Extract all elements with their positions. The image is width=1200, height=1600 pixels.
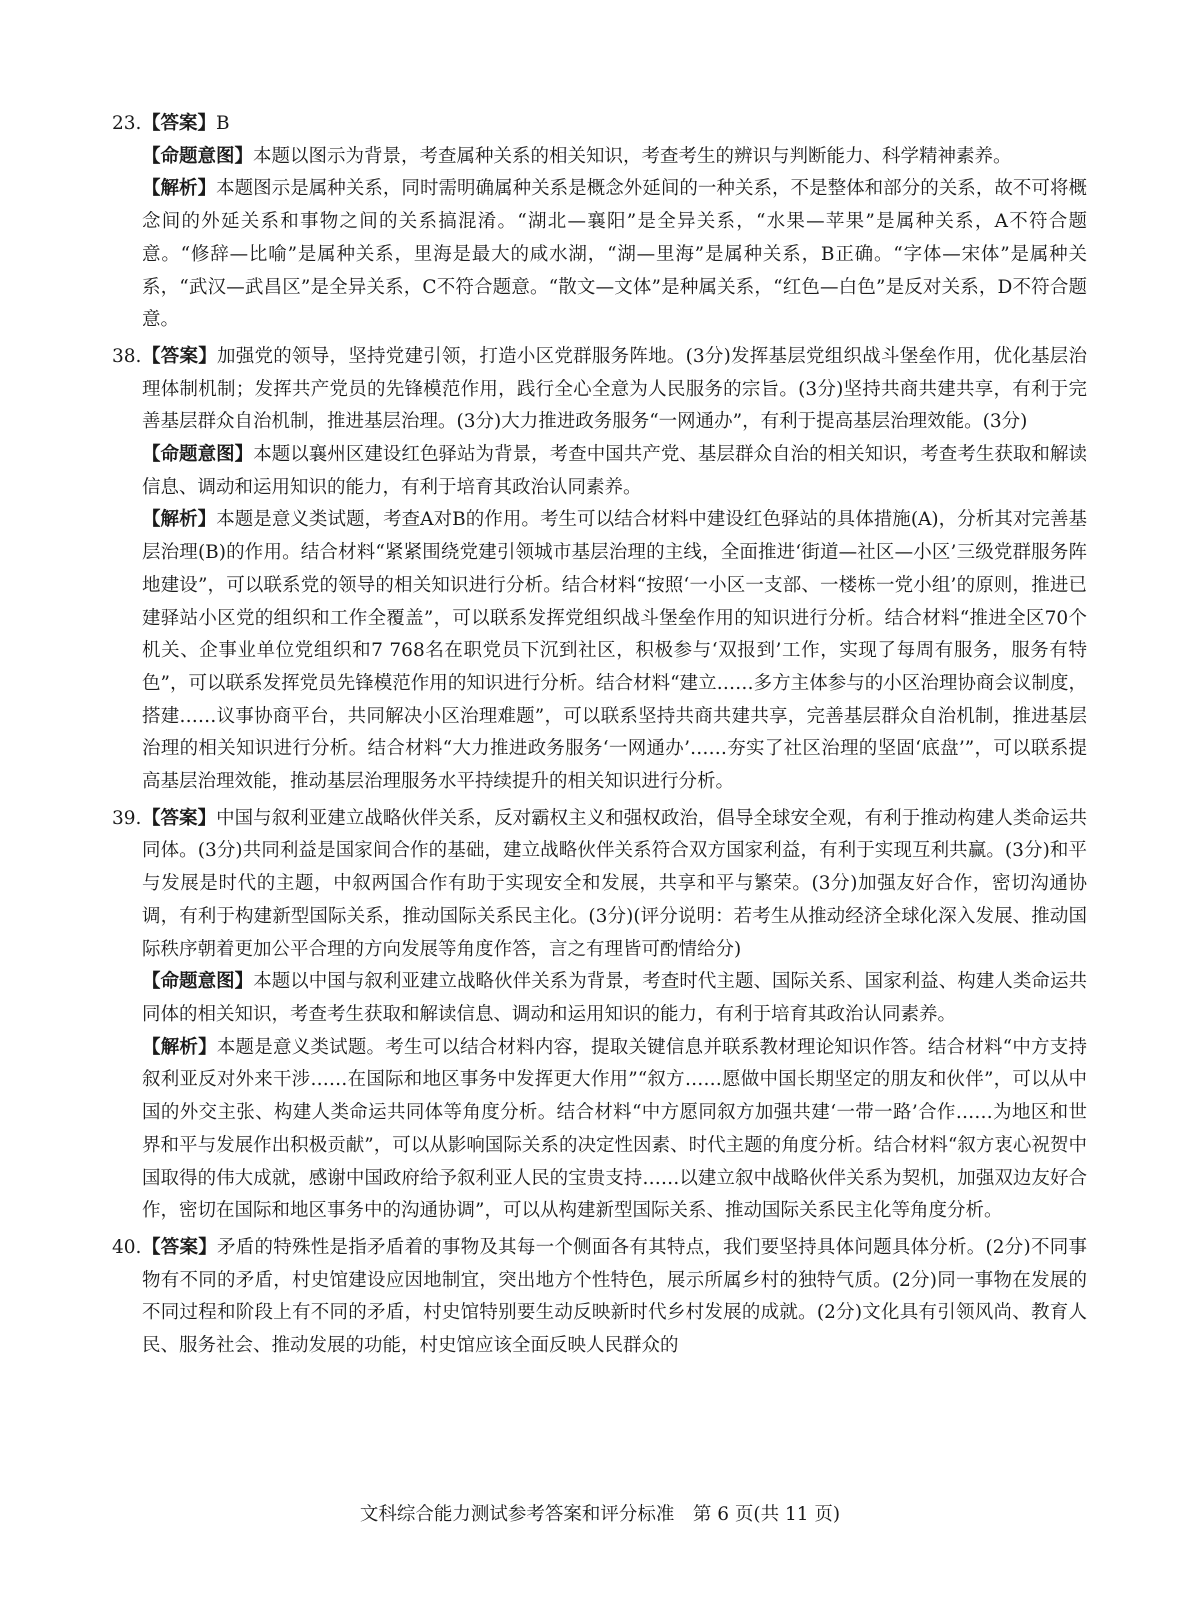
- question-40: [112, 1232, 1087, 1363]
- intent-paragraph: [142, 141, 1087, 174]
- question-23: [112, 108, 1087, 337]
- analysis-text: 本题是意义类试题，考查A对B的作用。考生可以结合材料中建设红色驿站的具体措施(A)，分析其对完善基层治理(B)的作用。结合材料“紧紧围绕党建引领城市基层治理的主线，全面推进‘街道—社区—小区’三级党群服务阵地建设”，可以联系党的领导的相关知识进行分析。结合材料“按照‘一小区一支部、一楼栋一党小组’的原则，推进已建驿站小区党的组织和工作全覆盖”，可以联系发挥党组织战斗堡垒作用的知识进行分析。结合材料“推进全区70个机关、企事业单位党组织和7 768名在职党员下沉到社区，积极参与‘双报到’工作，实现了每周有服务，服务有特色”，可以联系发挥党员先锋模范作用的知识进行分析。结合材料“建立……多方主体参与的小区治理协商会议制度，搭建……议事协商平台，共同解决小区治理难题”，可以联系坚持共商共建共享，完善基层群众自治机制，推进基层治理的相关知识进行分析。结合材料“大力推进政务服务‘一网通办’……夯实了社区治理的坚固‘底盘’”，可以联系提高基层治理效能，推动基层治理服务水平持续提升的相关知识进行分析。: [142, 509, 1087, 793]
- intent-text: 本题以襄州区建设红色驿站为背景，考查中国共产党、基层群众自治的相关知识，考查考生获取和解读信息、调动和运用知识的能力，有利于培育其政治认同素养。: [142, 444, 1087, 498]
- answer-text: 矛盾的特殊性是指矛盾着的事物及其每一个侧面各有其特点，我们要坚持具体问题具体分析。(2分)不同事物有不同的矛盾，村史馆建设应因地制宜，突出地方个性特色，展示所属乡村的独特气质。(2分)同一事物在发展的不同过程和阶段上有不同的矛盾，村史馆特别要生动反映新时代乡村发展的成就。(2分)文化具有引领风尚、教育人民、服务社会、推动发展的功能，村史馆应该全面反映人民群众的: [142, 1236, 1087, 1357]
- question-38: [112, 341, 1087, 799]
- question-number: 40.: [112, 1236, 142, 1258]
- analysis-tag: 【解析】: [142, 178, 217, 200]
- analysis-text: 本题图示是属种关系，同时需明确属种关系是概念外延间的一种关系，不是整体和部分的关系，故不可将概念间的外延关系和事物之间的关系搞混淆。“湖北—襄阳”是全异关系，“水果—苹果”是属种关系，A不符合题意。“修辞—比喻”是属种关系，里海是最大的咸水湖，“湖—里海”是属种关系，B正确。“字体—宋体”是属种关系，“武汉—武昌区”是全异关系，C不符合题意。“散文—文体”是种属关系，“红色—白色”是反对关系，D不符合题意。: [142, 178, 1087, 331]
- answer-text: B: [216, 113, 230, 134]
- answer-tag: 【答案】: [142, 807, 217, 829]
- analysis-paragraph: [142, 504, 1087, 798]
- analysis-paragraph: [142, 173, 1087, 337]
- analysis-tag: 【解析】: [142, 1036, 217, 1058]
- intent-tag: 【命题意图】: [142, 145, 254, 167]
- answer-tag: 【答案】: [142, 113, 217, 134]
- intent-tag: 【命题意图】: [142, 971, 254, 993]
- intent-text: 本题以图示为背景，考查属种关系的相关知识，考查考生的辨识与判断能力、科学精神素养。: [253, 145, 1012, 167]
- question-number: 23.: [112, 113, 142, 134]
- intent-text: 本题以中国与叙利亚建立战略伙伴关系为背景，考查时代主题、国际关系、国家利益、构建人类命运共同体的相关知识，考查考生获取和解读信息、调动和运用知识的能力，有利于培育其政治认同素养。: [142, 971, 1087, 1025]
- answer-text: 中国与叙利亚建立战略伙伴关系，反对霸权主义和强权政治，倡导全球安全观，有利于推动构建人类命运共同体。(3分)共同利益是国家间合作的基础，建立战略伙伴关系符合双方国家利益，有利于实现互利共赢。(3分)和平与发展是时代的主题，中叙两国合作有助于实现安全和发展，共享和平与繁荣。(3分)加强友好合作，密切沟通协调，有利于构建新型国际关系，推动国际关系民主化。(3分)(评分说明：若考生从推动经济全球化深入发展、推动国际秩序朝着更加公平合理的方向发展等角度作答，言之有理皆可酌情给分): [142, 807, 1087, 960]
- analysis-tag: 【解析】: [142, 509, 217, 531]
- answer-paragraph: [142, 108, 1087, 141]
- intent-tag: 【命题意图】: [142, 444, 254, 466]
- question-39: [112, 803, 1087, 1228]
- answer-page: [112, 108, 1087, 1367]
- analysis-text: 本题是意义类试题。考生可以结合材料内容，提取关键信息并联系教材理论知识作答。结合材料“中方支持叙利亚反对外来干涉……在国际和地区事务中发挥更大作用”“叙方……愿做中国长期坚定的朋友和伙伴”，可以从中国的外交主张、构建人类命运共同体等角度分析。结合材料“中方愿同叙方加强共建‘一带一路’合作……为地区和世界和平与发展作出积极贡献”，可以从影响国际关系的决定性因素、时代主题的角度分析。结合材料“叙方衷心祝贺中国取得的伟大成就，感谢中国政府给予叙利亚人民的宝贵支持……以建立叙中战略伙伴关系为契机，加强双边友好合作，密切在国际和地区事务中的沟通协调”，可以从构建新型国际关系、推动国际关系民主化等角度分析。: [142, 1036, 1087, 1222]
- answer-paragraph: [142, 803, 1087, 967]
- question-number: 39.: [112, 807, 142, 829]
- intent-paragraph: [142, 439, 1087, 504]
- answer-paragraph: [142, 1232, 1087, 1363]
- answer-tag: 【答案】: [142, 1236, 217, 1258]
- answer-paragraph: [142, 341, 1087, 439]
- answer-tag: 【答案】: [142, 345, 217, 367]
- question-number: 38.: [112, 345, 142, 367]
- page-footer: 文科综合能力测试参考答案和评分标准 第 6 页(共 11 页): [359, 1504, 841, 1525]
- intent-paragraph: [142, 966, 1087, 1031]
- analysis-paragraph: [142, 1032, 1087, 1228]
- answer-text: 加强党的领导，坚持党建引领，打造小区党群服务阵地。(3分)发挥基层党组织战斗堡垒作用，优化基层治理体制机制；发挥共产党员的先锋模范作用，践行全心全意为人民服务的宗旨。(3分)坚持共商共建共享，有利于完善基层群众自治机制，推进基层治理。(3分)大力推进政务服务“一网通办”，有利于提高基层治理效能。(3分): [142, 345, 1087, 433]
